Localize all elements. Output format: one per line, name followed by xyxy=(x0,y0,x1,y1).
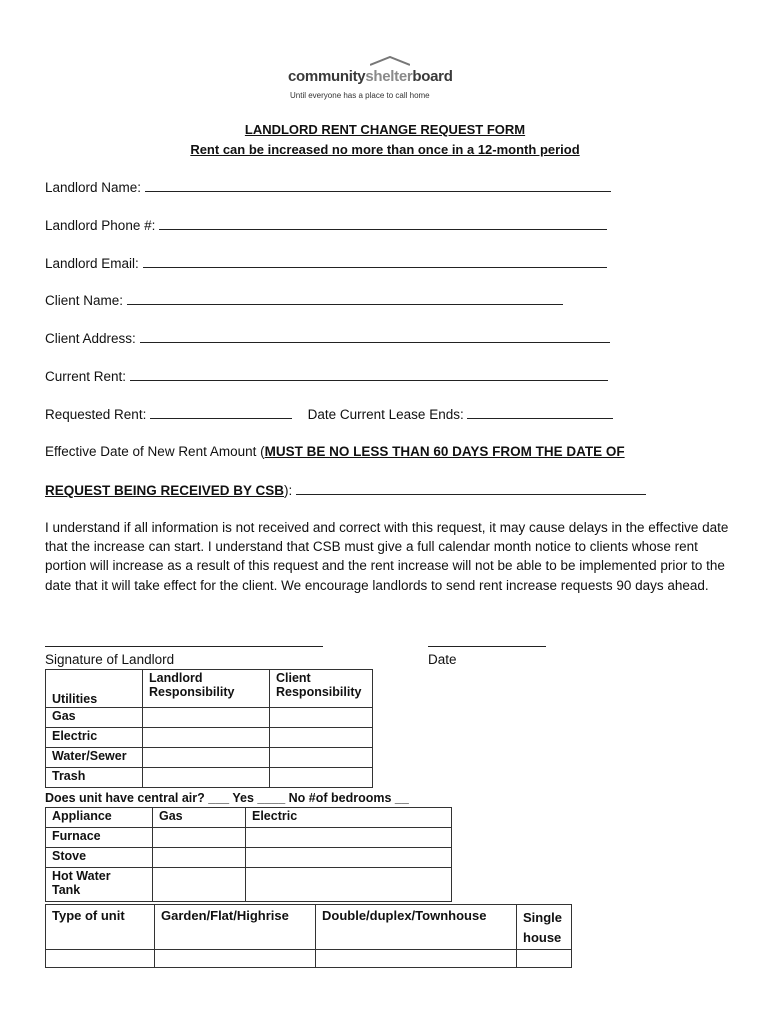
appliance-stove: Stove xyxy=(46,848,153,868)
effective-date-prefix: Effective Date of New Rent Amount ( xyxy=(45,444,265,459)
utilities-table xyxy=(45,669,373,788)
furnace-gas-cell[interactable] xyxy=(153,828,246,848)
logo-tagline: Until everyone has a place to call home xyxy=(290,91,430,100)
date-label: Date xyxy=(428,652,457,667)
trash-client-cell[interactable] xyxy=(270,768,373,788)
requested-rent-line[interactable] xyxy=(150,406,292,419)
lease-ends-line[interactable] xyxy=(467,406,613,419)
table-row xyxy=(46,748,373,768)
appliance-table xyxy=(45,807,452,902)
hot-water-line2: Tank xyxy=(52,883,81,897)
hot-water-gas-cell[interactable] xyxy=(153,868,246,902)
landlord-phone-line[interactable] xyxy=(159,217,607,230)
single-house-header[interactable] xyxy=(517,905,572,950)
central-air-question[interactable]: Does unit have central air? ___ Yes ____ No #of bedrooms __ xyxy=(45,791,409,805)
utility-gas: Gas xyxy=(46,708,143,728)
gas-landlord-cell[interactable] xyxy=(143,708,270,728)
furnace-electric-cell[interactable] xyxy=(246,828,452,848)
logo-part-community: community xyxy=(288,68,366,85)
landlord-phone-label: Landlord Phone #: xyxy=(45,218,156,233)
client-name-field[interactable] xyxy=(45,292,563,308)
logo-part-board: board xyxy=(412,68,453,85)
appliance-header: Appliance xyxy=(46,808,153,828)
date-line[interactable] xyxy=(428,645,546,647)
table-row xyxy=(46,828,452,848)
gas-header: Gas xyxy=(153,808,246,828)
effective-date-field[interactable] xyxy=(45,482,646,498)
landlord-responsibility-header xyxy=(143,670,270,708)
type-of-unit-header: Type of unit xyxy=(46,905,155,950)
single-house-line1: Single xyxy=(523,910,563,925)
electric-header: Electric xyxy=(246,808,452,828)
landlord-email-line[interactable] xyxy=(143,255,607,268)
electric-landlord-cell[interactable] xyxy=(143,728,270,748)
stove-gas-cell[interactable] xyxy=(153,848,246,868)
client-responsibility-header xyxy=(270,670,373,708)
logo xyxy=(288,56,478,102)
table-row xyxy=(46,728,373,748)
logo-wordmark xyxy=(288,68,453,85)
landlord-header-line1: Landlord xyxy=(149,671,203,685)
utilities-header: Utilities xyxy=(46,670,143,708)
current-rent-field[interactable] xyxy=(45,368,608,384)
client-address-field[interactable] xyxy=(45,330,610,346)
roof-icon xyxy=(370,56,410,66)
table-row xyxy=(46,905,572,950)
requested-rent-label: Requested Rent: xyxy=(45,407,147,422)
garden-flat-highrise-header[interactable]: Garden/Flat/Highrise xyxy=(155,905,316,950)
client-name-line[interactable] xyxy=(127,292,563,305)
client-address-line[interactable] xyxy=(140,330,610,343)
effective-date-line[interactable] xyxy=(296,482,646,495)
client-name-label: Client Name: xyxy=(45,293,124,308)
landlord-phone-field[interactable] xyxy=(45,217,607,233)
table-row xyxy=(46,768,373,788)
client-address-label: Client Address: xyxy=(45,331,136,346)
landlord-name-label: Landlord Name: xyxy=(45,180,142,195)
utility-water-sewer: Water/Sewer xyxy=(46,748,143,768)
current-rent-line[interactable] xyxy=(130,368,608,381)
landlord-email-field[interactable] xyxy=(45,255,607,271)
table-row xyxy=(46,808,452,828)
hot-water-line1: Hot Water xyxy=(52,869,111,883)
appliance-furnace: Furnace xyxy=(46,828,153,848)
acknowledgement-paragraph: I understand if all information is not received and correct with this request, it may cause delays in the effective date that the increase can start. I understand that CSB must give a full calendar month notice to clients whose rent portion will increase as a result of this request and the rent increase will not be able to be implemented prior to the date that it will take effect for the client. We encourage landlords to send rent increase requests 90 days ahead. xyxy=(45,520,729,593)
signature-line[interactable] xyxy=(45,645,323,647)
unit-type-table xyxy=(45,904,572,968)
table-row xyxy=(46,708,373,728)
landlord-name-line[interactable] xyxy=(145,179,611,192)
gas-client-cell[interactable] xyxy=(270,708,373,728)
utility-electric: Electric xyxy=(46,728,143,748)
landlord-header-line2: Responsibility xyxy=(149,685,235,699)
table-row xyxy=(46,868,452,902)
stove-electric-cell[interactable] xyxy=(246,848,452,868)
electric-client-cell[interactable] xyxy=(270,728,373,748)
unit-empty-cell-3[interactable] xyxy=(316,950,517,968)
landlord-name-field[interactable] xyxy=(45,179,611,195)
effective-date-warning-1: MUST BE NO LESS THAN 60 DAYS FROM THE DATE OF xyxy=(264,444,625,459)
client-header-line2: Responsibility xyxy=(276,685,362,699)
unit-empty-cell-2[interactable] xyxy=(155,950,316,968)
form-subtitle: Rent can be increased no more than once in a 12-month period xyxy=(190,142,580,157)
table-row xyxy=(46,848,452,868)
effective-date-suffix: ): xyxy=(284,483,293,498)
requested-rent-field[interactable] xyxy=(45,406,613,422)
logo-part-shelter: shelter xyxy=(365,68,413,85)
trash-landlord-cell[interactable] xyxy=(143,768,270,788)
hot-water-electric-cell[interactable] xyxy=(246,868,452,902)
current-rent-label: Current Rent: xyxy=(45,369,127,384)
signature-label: Signature of Landlord xyxy=(45,652,175,667)
client-header-line1: Client xyxy=(276,671,311,685)
appliance-hot-water-tank xyxy=(46,868,153,902)
utility-trash: Trash xyxy=(46,768,143,788)
form-title: LANDLORD RENT CHANGE REQUEST FORM xyxy=(244,122,526,137)
effective-date-label-line1 xyxy=(45,444,625,459)
water-client-cell[interactable] xyxy=(270,748,373,768)
unit-empty-cell-1[interactable] xyxy=(46,950,155,968)
table-row xyxy=(46,950,572,968)
effective-date-warning-2: REQUEST BEING RECEIVED BY CSB xyxy=(45,483,285,498)
landlord-email-label: Landlord Email: xyxy=(45,256,139,271)
table-row xyxy=(46,670,373,708)
unit-empty-cell-4[interactable] xyxy=(517,950,572,968)
single-house-line2: house xyxy=(523,930,562,945)
double-duplex-townhouse-header[interactable]: Double/duplex/Townhouse xyxy=(316,905,517,950)
lease-ends-label: Date Current Lease Ends: xyxy=(307,407,464,422)
water-landlord-cell[interactable] xyxy=(143,748,270,768)
